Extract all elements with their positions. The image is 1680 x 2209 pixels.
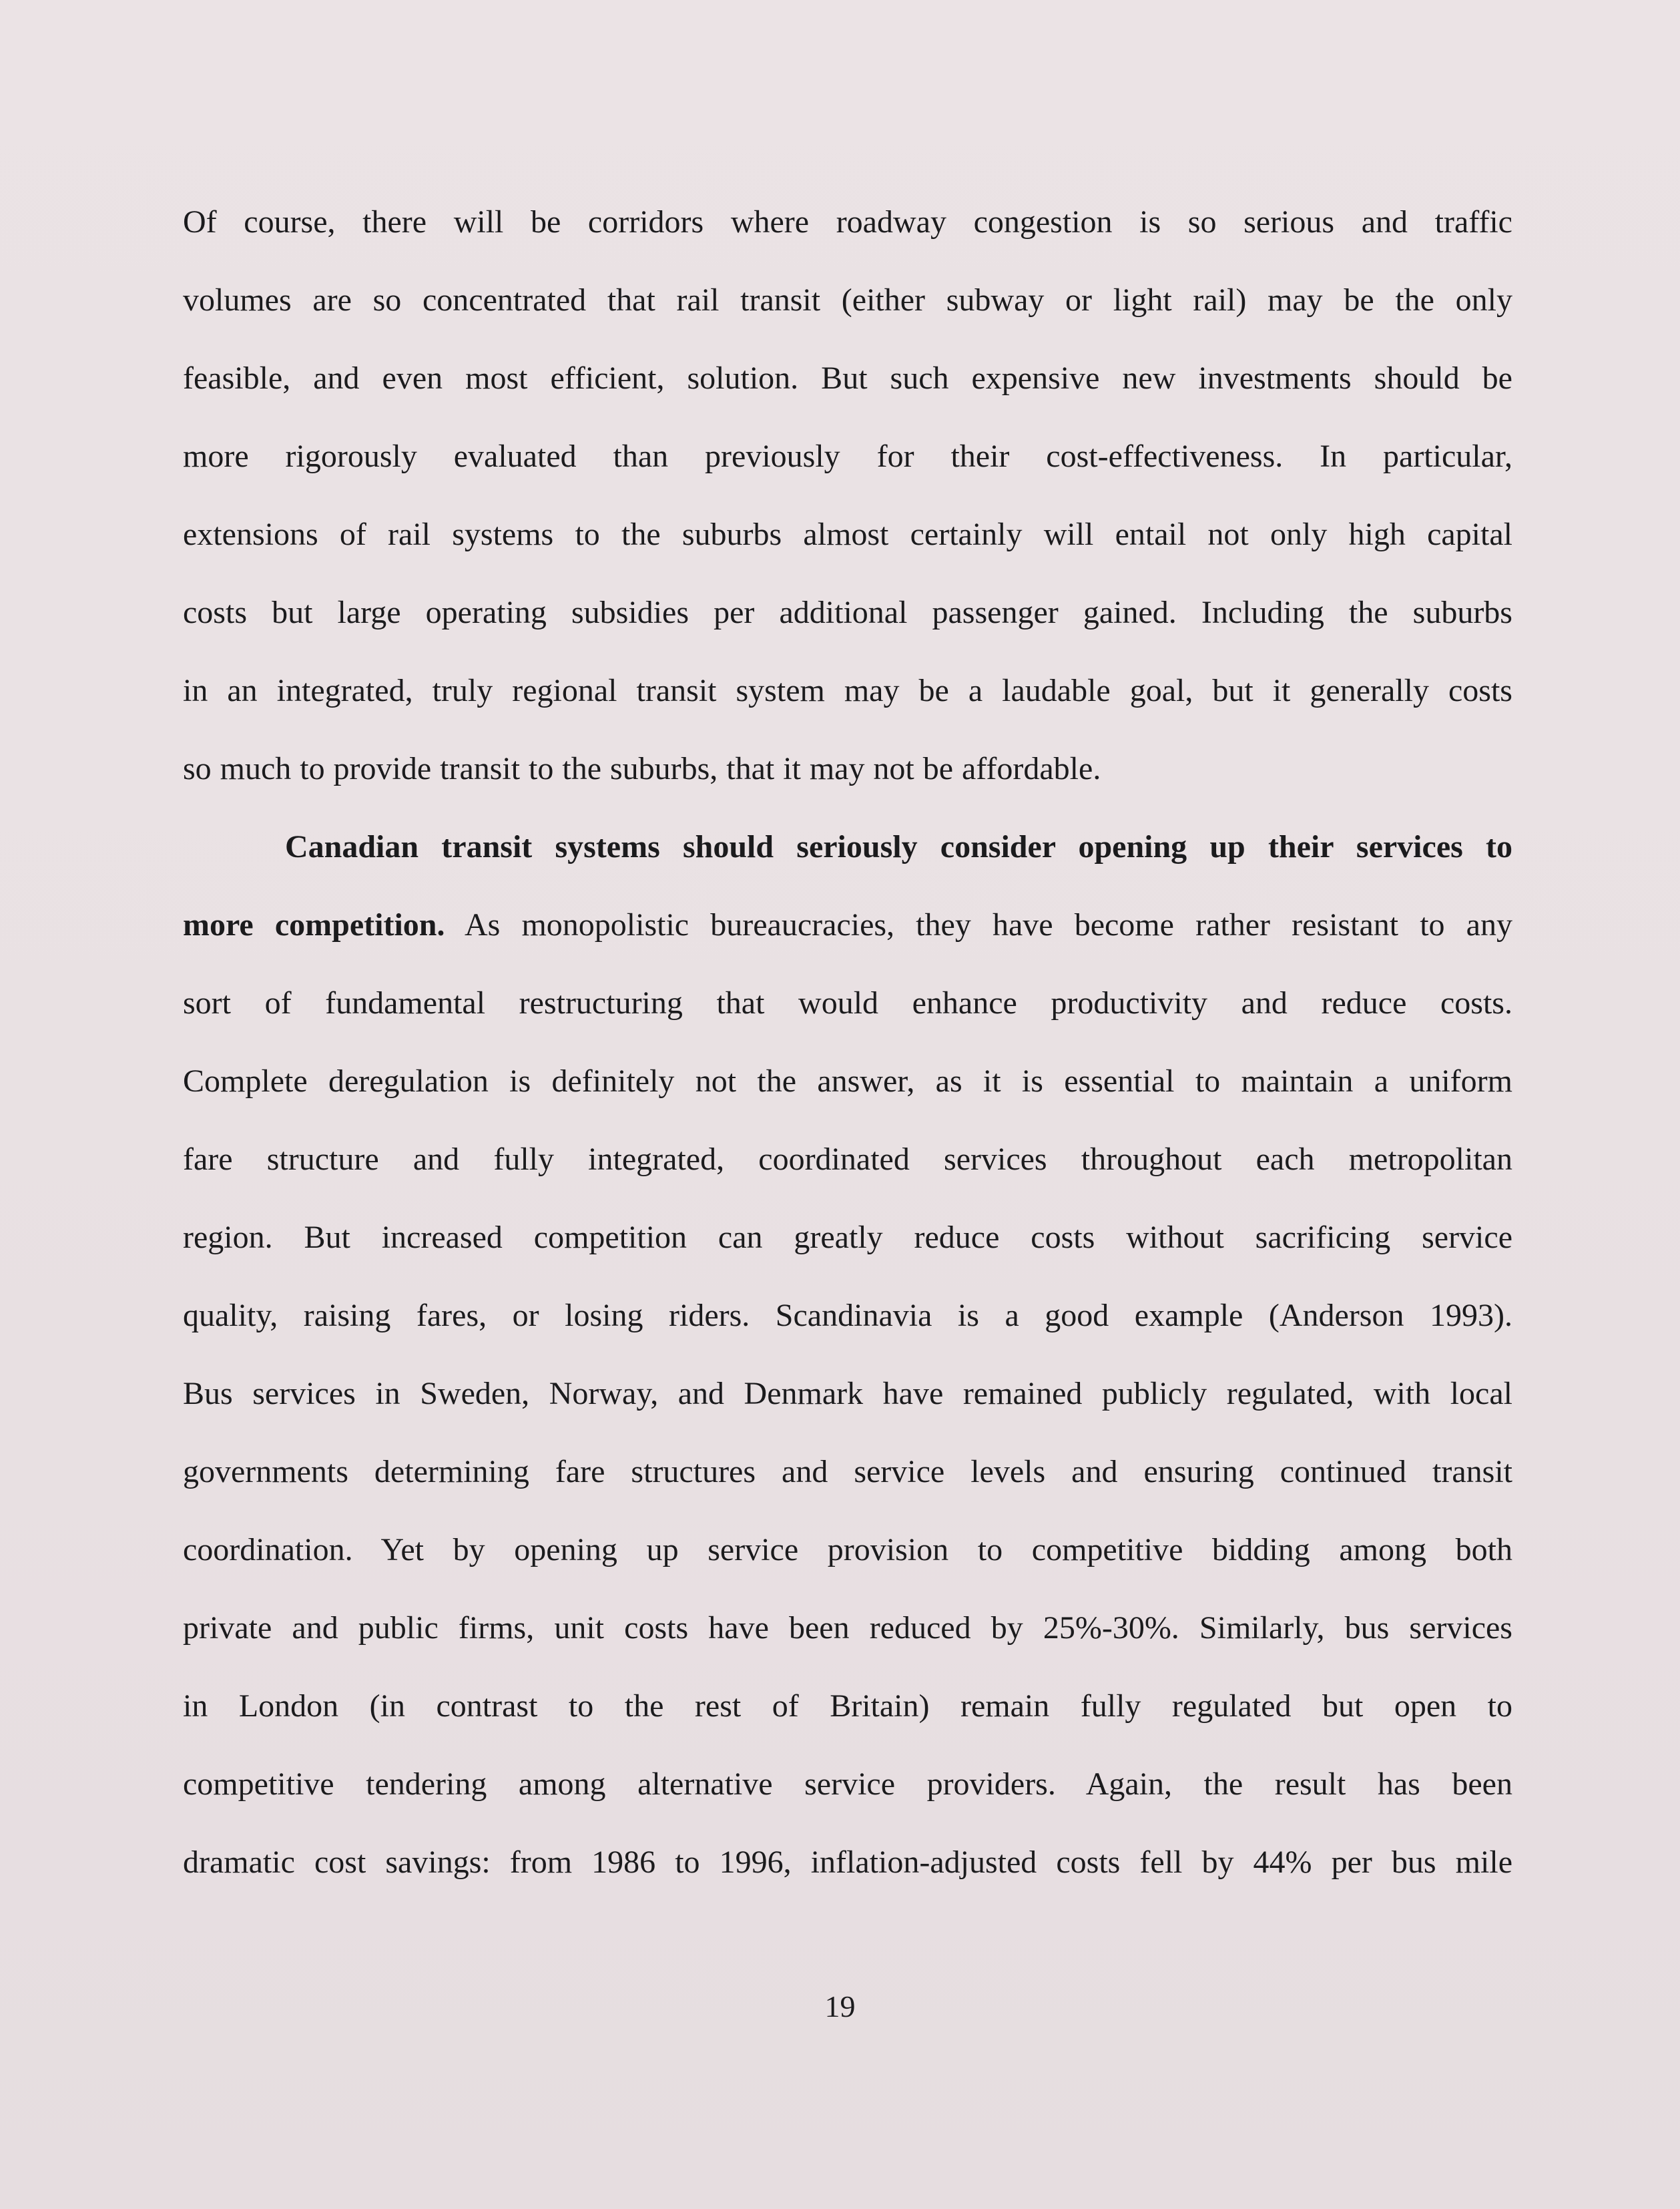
text-span: As monopolistic bureaucracies, they have become rather resistant to any	[445, 907, 1512, 943]
paragraph-competition	[183, 825, 1512, 1919]
text-line: in an integrated, truly regional transit system may be a laudable goal, but it generally costs	[183, 673, 1512, 708]
paragraph-rail-transit	[183, 200, 1512, 825]
text-line: costs but large operating subsidies per additional passenger gained. Including the suburbs	[183, 595, 1512, 630]
text-line	[183, 903, 1512, 981]
text-line: region. But increased competition can greatly reduce costs without sacrificing service	[183, 1220, 1512, 1255]
text-line: coordination. Yet by opening up service provision to competitive bidding among both	[183, 1532, 1512, 1567]
text-line: feasible, and even most efficient, solution. But such expensive new investments should be	[183, 360, 1512, 396]
text-line: fare structure and fully integrated, coordinated services throughout each metropolitan	[183, 1142, 1512, 1177]
text-line: Bus services in Sweden, Norway, and Denmark have remained publicly regulated, with local	[183, 1376, 1512, 1411]
text-line: volumes are so concentrated that rail transit (either subway or light rail) may be the only	[183, 282, 1512, 318]
text-line: more rigorously evaluated than previously for their cost-effectiveness. In particular,	[183, 439, 1512, 474]
text-line: sort of fundamental restructuring that would enhance productivity and reduce costs.	[183, 985, 1512, 1021]
text-line: competitive tendering among alternative service providers. Again, the result has been	[183, 1766, 1512, 1802]
text-line: so much to provide transit to the suburbs, that it may not be affordable.	[183, 751, 1101, 786]
page-number: 19	[824, 1989, 856, 2023]
text-line: quality, raising fares, or losing riders. Scandinavia is a good example (Anderson 1993).	[183, 1298, 1512, 1333]
text-line: Complete deregulation is definitely not the answer, as it is essential to maintain a uniform	[183, 1063, 1512, 1099]
bold-lead-phrase: more competition.	[183, 907, 445, 943]
bold-heading-line: Canadian transit systems should seriously consider opening up their services to	[285, 829, 1512, 865]
text-line: extensions of rail systems to the suburbs almost certainly will entail not only high capital	[183, 517, 1512, 552]
text-line: Of course, there will be corridors where roadway congestion is so serious and traffic	[183, 204, 1512, 240]
text-line: governments determining fare structures and service levels and ensuring continued transit	[183, 1454, 1512, 1489]
text-line: in London (in contrast to the rest of Britain) remain fully regulated but open to	[183, 1688, 1512, 1724]
text-line: private and public firms, unit costs have been reduced by 25%-30%. Similarly, bus services	[183, 1610, 1512, 1646]
body-text	[183, 200, 1512, 1919]
text-line: dramatic cost savings: from 1986 to 1996, inflation-adjusted costs fell by 44% per bus mile	[183, 1845, 1512, 1880]
